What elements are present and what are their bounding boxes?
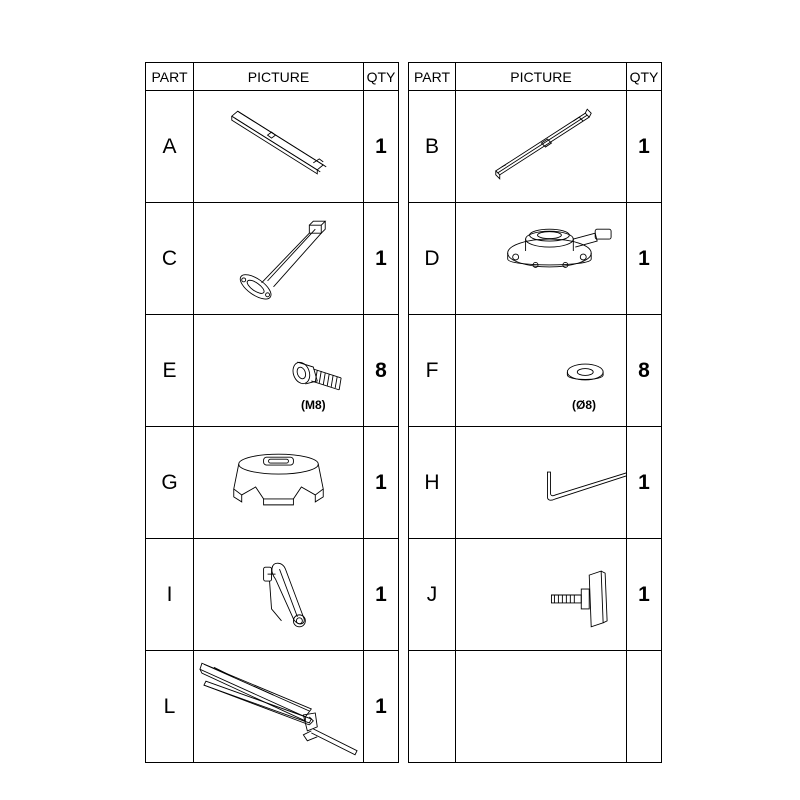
header-qty: QTY (364, 63, 399, 91)
bolt-icon (194, 315, 363, 426)
table-row (146, 427, 399, 539)
table-row (146, 91, 399, 203)
quantity: 1 (627, 203, 662, 315)
allen-key-icon (456, 427, 626, 538)
post-icon (194, 203, 363, 314)
table-row (409, 91, 662, 203)
parts-table-right (408, 62, 662, 763)
table-row (409, 203, 662, 315)
part-letter: C (146, 203, 194, 315)
table-row (409, 651, 662, 763)
quantity: 8 (364, 315, 399, 427)
size-note: (M8) (301, 398, 326, 412)
rail-icon (194, 91, 363, 202)
table-row (146, 203, 399, 315)
quantity: 1 (627, 91, 662, 203)
table-row (146, 539, 399, 651)
part-letter: B (409, 91, 456, 203)
header-part: PART (409, 63, 456, 91)
rotating-base-icon (456, 203, 626, 314)
header-part: PART (146, 63, 194, 91)
quantity: 8 (627, 315, 662, 427)
quantity: 1 (364, 651, 399, 763)
table-row (409, 427, 662, 539)
parts-table-left (145, 62, 399, 763)
part-letter: E (146, 315, 194, 427)
header-qty: QTY (627, 63, 662, 91)
part-letter: F (409, 315, 456, 427)
part-letter: L (146, 651, 194, 763)
header-picture: PICTURE (194, 63, 364, 91)
thumb-screw-icon (456, 539, 626, 650)
table-row (146, 651, 399, 763)
part-letter: J (409, 539, 456, 651)
rail-icon (456, 91, 626, 202)
crank-handle-icon (194, 539, 363, 650)
cap-icon (194, 427, 363, 538)
washer-icon (456, 315, 626, 426)
size-note: (Ø8) (572, 398, 596, 412)
quantity: 1 (627, 427, 662, 539)
quantity: 1 (627, 539, 662, 651)
quantity: 1 (364, 539, 399, 651)
part-letter: H (409, 427, 456, 539)
part-letter: D (409, 203, 456, 315)
quantity: 1 (364, 91, 399, 203)
quantity: 1 (364, 203, 399, 315)
table-row (146, 315, 399, 427)
part-letter: A (146, 91, 194, 203)
part-letter: I (146, 539, 194, 651)
quantity (627, 651, 662, 763)
header-row (409, 63, 662, 91)
quantity: 1 (364, 427, 399, 539)
part-letter: G (146, 427, 194, 539)
header-row (146, 63, 399, 91)
header-picture: PICTURE (456, 63, 627, 91)
pole-icon (194, 651, 363, 762)
part-letter (409, 651, 456, 763)
table-row (409, 539, 662, 651)
empty-picture-cell (456, 651, 627, 763)
table-row (409, 315, 662, 427)
